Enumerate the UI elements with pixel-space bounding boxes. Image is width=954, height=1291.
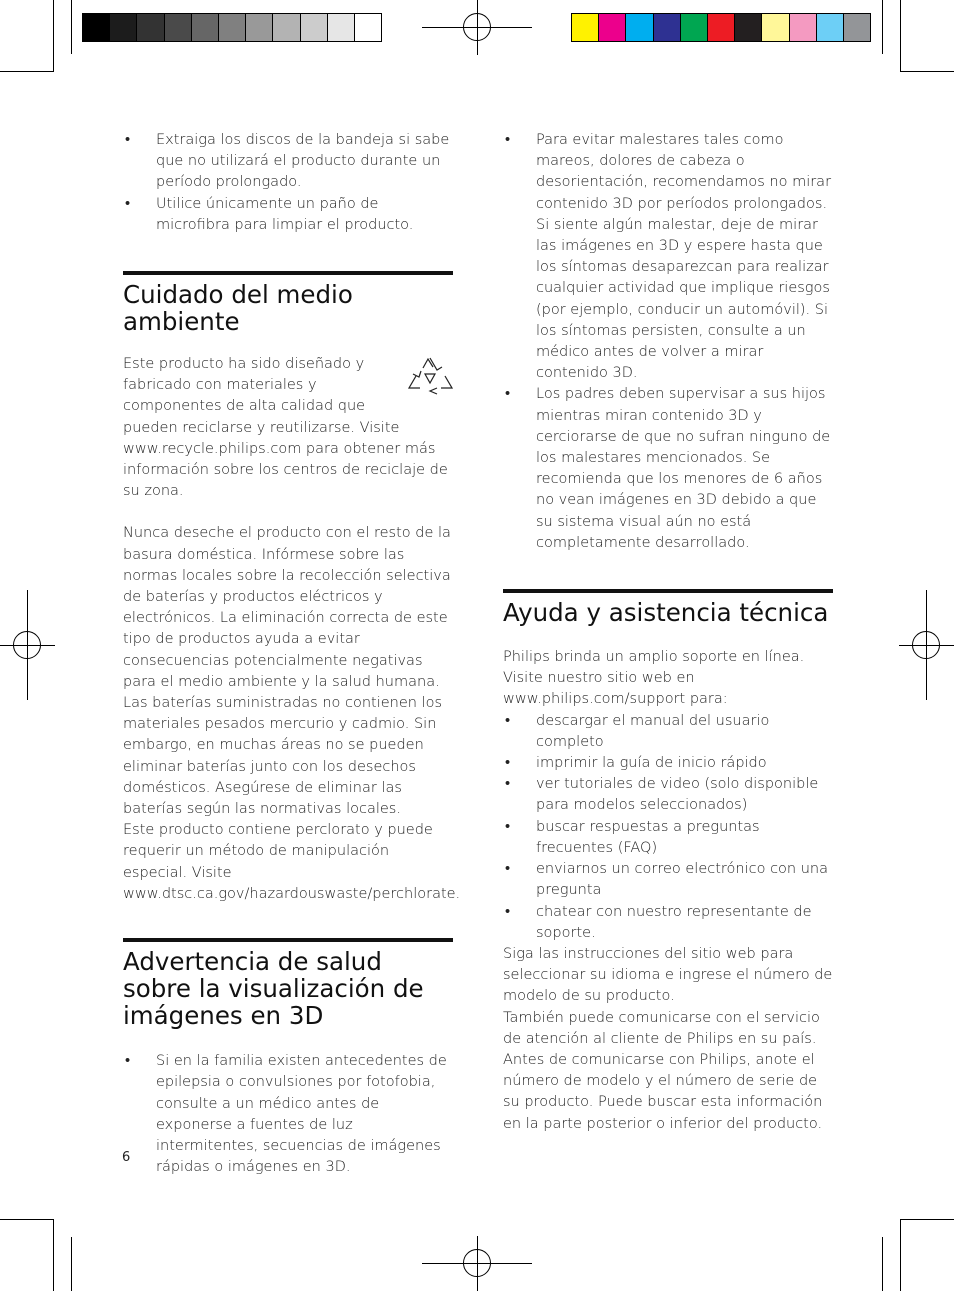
support-bullet-item (503, 902, 833, 944)
support-bullet-item-text: chatear con nuestro representante de soporte. (536, 903, 812, 941)
health-bullet-item-text: Para evitar malestares tales como mareos, dolores de cabeza o desorientación, recomendamos no mirar contenido 3D por períodos prolongados. Si siente algún malestar, deje de mirar las imágenes en 3D y espere hasta que los síntomas desaparezcan para realizar cualquier actividad que implique riesgos (por ejemplo, conducir un automóvil). Si los síntomas persisten, consulte a un médico antes de volver a mirar contenido 3D. (536, 132, 832, 382)
support-bullet-item (503, 774, 833, 816)
color-swatch (681, 14, 708, 41)
left-column (123, 130, 461, 1178)
bullet-marker: • (505, 776, 511, 793)
env-paragraph-4: Este producto contiene perclorato y puede requerir un método de manipulación especial. Visite www.dtsc.ca.gov/hazardouswaste/perchlorate. (123, 822, 461, 902)
support-paragraph-3: También puede comunicarse con el servicio de atención al cliente de Philips en su país. Antes de comunicarse con Philips, anote el número de modelo y el número de serie de su producto. Puede buscar esta información en la parte posterior o inferior del producto. (503, 1009, 823, 1132)
color-swatch (844, 14, 870, 41)
health-bullet-item (503, 130, 833, 384)
bullet-marker: • (125, 132, 131, 148)
bullet-marker: • (505, 386, 511, 403)
support-bullet-item (503, 753, 833, 774)
gray-swatch (137, 14, 164, 41)
page-number: 6 (122, 1150, 131, 1165)
support-bullet-item (503, 711, 833, 753)
health-bullet-list (123, 1051, 453, 1178)
support-bullet-item-text: buscar respuestas a preguntas frecuentes (FAQ) (536, 818, 760, 856)
gray-swatch (273, 14, 300, 41)
gray-swatch (83, 14, 110, 41)
env-heading: Cuidado del medio ambiente (123, 271, 453, 335)
support-bullet-item (503, 859, 833, 901)
gray-swatch (246, 14, 273, 41)
health-bullet-item-text: Si en la familia existen antecedentes de epilepsia o convulsiones por fotofobia, consulte a un médico antes de exponerse a fuentes de luz intermitentes, secuencias de imágenes rápidas o imágenes en 3D. (156, 1053, 447, 1176)
intro-bullet-item (123, 194, 453, 236)
bullet-marker: • (125, 195, 131, 212)
support-bullet-item (503, 817, 833, 859)
intro-bullet-item (123, 130, 453, 194)
bullet-marker: • (505, 755, 511, 772)
support-bullet-item-text: ver tutoriales de video (solo disponible para modelos seleccionados) (536, 776, 819, 814)
health-bullet-item (123, 1051, 453, 1178)
grayscale-color-bar (82, 13, 382, 42)
env-paragraph-3: Las baterías suministradas no contienen los materiales pesados mercurio y cadmio. Sin embargo, en muchas áreas no se pueden eliminar baterías junto con los desechos domésticos. Asegúrese de eliminar las baterías según las normativas locales. (123, 695, 443, 818)
cmyk-color-bar (571, 13, 871, 42)
env-paragraph-2: Nunca deseche el producto con el resto de la basura doméstica. Infórmese sobre las normas locales sobre la recolección selectiva de baterías y productos eléctricos y electrónicos. La eliminación correcta de este tipo de productos ayuda a evitar consecuencias potencialmente negativas para el medio ambiente y la salud humana. (123, 525, 451, 690)
color-swatch (735, 14, 762, 41)
color-swatch (572, 14, 599, 41)
intro-bullet-item-text: Utilice únicamente un paño de microfibra para limpiar el producto. (156, 195, 414, 233)
bullet-marker: • (505, 712, 511, 729)
gray-swatch (110, 14, 137, 41)
support-paragraph-2: Siga las instrucciones del sitio web para seleccionar su idioma e ingrese el número de modelo de su producto. (503, 945, 833, 1005)
bullet-marker: • (505, 818, 511, 835)
right-column (503, 130, 833, 1135)
intro-bullet-list (123, 130, 453, 236)
gray-swatch (328, 14, 355, 41)
support-bullet-item-text: descargar el manual del usuario completo (536, 712, 770, 750)
gray-swatch (301, 14, 328, 41)
env-paragraph-1 (123, 354, 453, 502)
gray-swatch (355, 14, 381, 41)
color-swatch (790, 14, 817, 41)
health-bullet-item (503, 384, 833, 554)
color-swatch (626, 14, 653, 41)
bullet-marker: • (505, 861, 511, 878)
gray-swatch (192, 14, 219, 41)
intro-bullet-item-text: Extraiga los discos de la bandeja si sabe que no utilizará el producto durante un período prolongado. (156, 132, 450, 191)
color-swatch (708, 14, 735, 41)
color-swatch (762, 14, 789, 41)
support-bullet-list (503, 711, 833, 944)
env-paragraph-1-text: Este producto ha sido diseñado y fabricado con materiales y componentes de alta calidad que pueden reciclarse y reutilizarse. Visite www.recycle.philips.com para obtener más información sobre los centros de reciclaje de su zona. (123, 356, 448, 500)
gray-swatch (165, 14, 192, 41)
support-bullet-item-text: enviarnos un correo electrónico con una pregunta (536, 861, 828, 899)
health-heading: Advertencia de salud sobre la visualización de imágenes en 3D (123, 938, 453, 1029)
support-bullet-item-text: imprimir la guía de inicio rápido (536, 755, 767, 772)
color-swatch (599, 14, 626, 41)
health-bullet-item-text: Los padres deben supervisar a sus hijos mientras miran contenido 3D y cerciorarse de que no sufran ninguno de los malestares mencionados. Se recomienda que los menores de 6 años no vean imágenes en 3D debido a que su sistema visual aún no está completamente desarrollado. (536, 386, 831, 551)
bullet-marker: • (505, 132, 511, 148)
health-bullet-list-continued (503, 130, 833, 554)
color-swatch (817, 14, 844, 41)
support-heading: Ayuda y asistencia técnica (503, 589, 833, 626)
recycle-icon (407, 356, 453, 396)
support-intro: Philips brinda un amplio soporte en línea. Visite nuestro sitio web en www.philips.com/support para: (503, 649, 805, 708)
gray-swatch (219, 14, 246, 41)
bullet-marker: • (505, 903, 511, 920)
color-swatch (654, 14, 681, 41)
bullet-marker: • (125, 1053, 131, 1070)
